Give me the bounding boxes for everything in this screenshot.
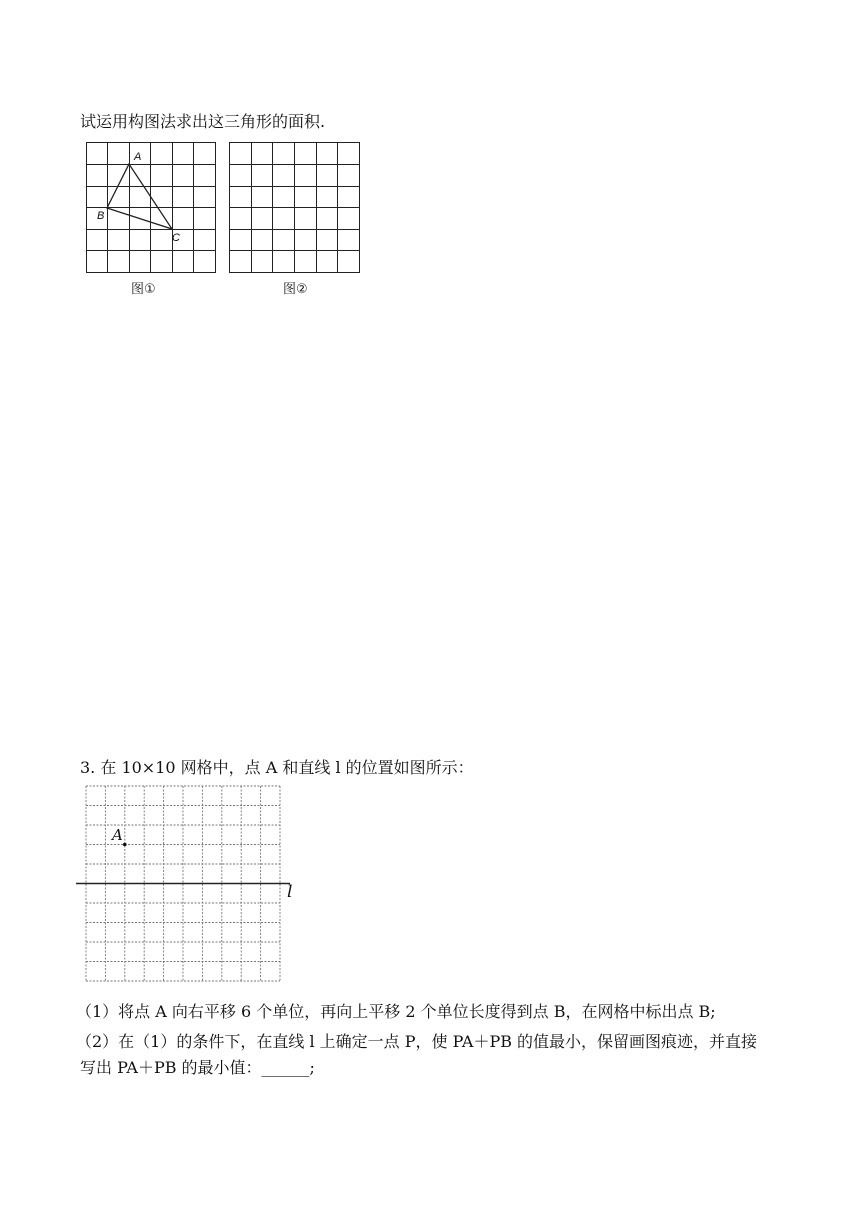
figure1-label-a: A [134,151,142,163]
point-a [123,843,127,847]
problem3-label-l: l [287,882,293,902]
figure1-label-b: B [97,210,105,222]
problem3-part1: （1）将点 A 向右平移 6 个单位，再向上平移 2 个单位长度得到点 B，在网格中标出点 B; [76,1002,716,1021]
figure2-caption: 图② [283,282,308,297]
problem3-part2-line2: 写出 PA＋PB 的最小值：______; [80,1058,315,1077]
triangle-abc [107,164,172,229]
problem2-intro: 试运用构图法求出这三角形的面积. [80,112,326,131]
figure1-caption: 图① [131,282,156,297]
figure1-label-c: C [172,232,180,244]
figure2-grid [229,142,360,273]
problem3-stem: 3. 在 10×10 网格中，点 A 和直线 l 的位置如图所示： [80,758,474,777]
problem3-label-a: A [112,826,123,844]
figure1-grid [86,142,216,273]
problem3-grid-figure [76,784,306,984]
problem3-part2-line1: （2）在（1）的条件下，在直线 l 上确定一点 P，使 PA＋PB 的值最小，保留画图痕迹，并直接 [76,1032,758,1051]
figure1-grid-triangle [86,142,216,273]
